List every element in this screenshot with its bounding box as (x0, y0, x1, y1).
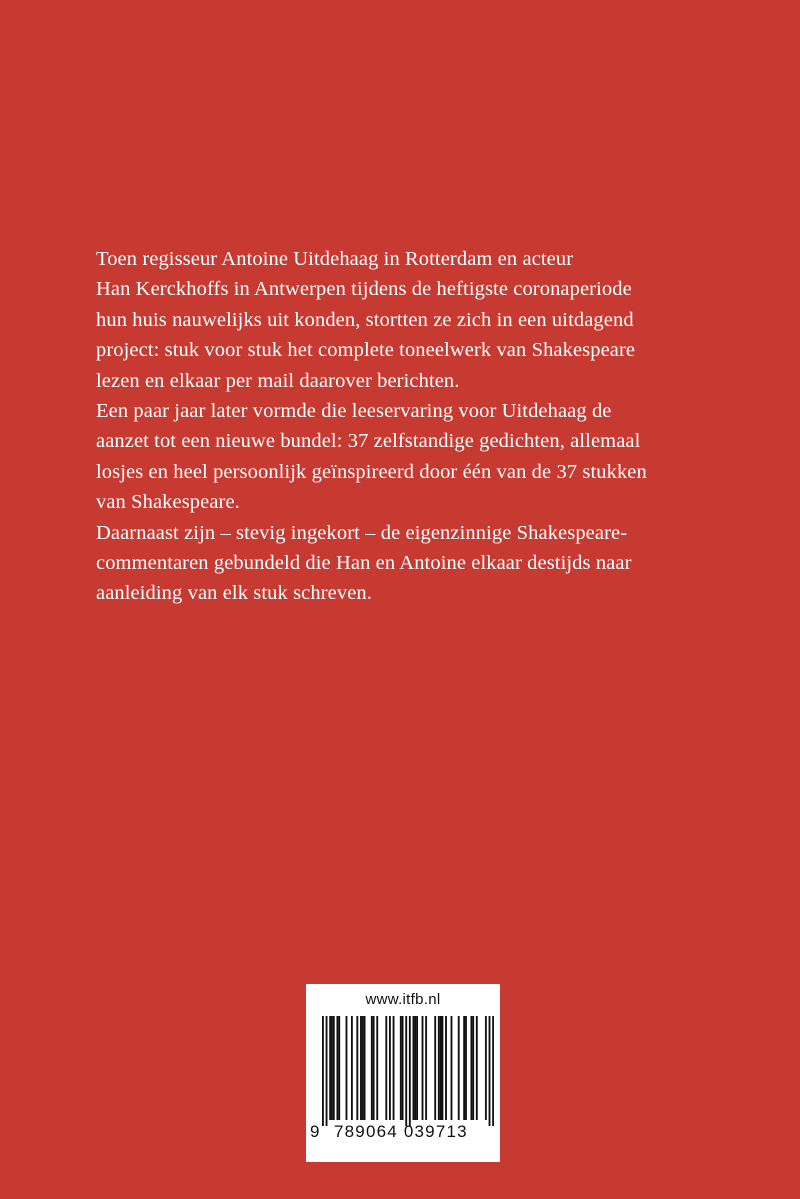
blurb-line: lezen en elkaar per mail daarover berichten. (96, 369, 460, 392)
barcode-bar (485, 1016, 487, 1120)
blurb-line: aanleiding van elk stuk schreven. (96, 582, 372, 605)
barcode-bar (331, 1016, 333, 1120)
barcode-bar (371, 1016, 373, 1120)
barcode-bar (438, 1016, 440, 1120)
blurb-line: losjes en heel persoonlijk geïnspireerd door één van de 37 stukken (96, 460, 647, 483)
barcode-bar (445, 1016, 447, 1120)
barcode-bar (389, 1016, 391, 1120)
blurb-paragraph-2 (96, 396, 736, 518)
isbn-number (306, 1122, 500, 1146)
barcode-bar (458, 1016, 460, 1120)
barcode-bar (441, 1016, 443, 1120)
barcode-bar (414, 1016, 416, 1120)
barcode-bar (329, 1016, 331, 1120)
barcode-bar (364, 1016, 366, 1120)
barcode-bar (413, 1016, 415, 1120)
barcode-bar (338, 1016, 340, 1120)
barcode-bar (362, 1016, 364, 1120)
blurb-line: project: stuk voor stuk het complete toneelwerk van Shakespeare (96, 339, 636, 362)
barcode-bar (322, 1016, 324, 1126)
barcode-bar (402, 1016, 404, 1120)
isbn-barcode-box (306, 984, 500, 1162)
blurb-line: aanzet tot een nieuwe bundel: 37 zelfstandige gedichten, allemaal (96, 430, 641, 453)
barcode-bar (422, 1016, 424, 1120)
blurb-line: commentaren gebundeld die Han en Antoine elkaar destijds naar (96, 552, 632, 575)
barcode-bar (416, 1016, 418, 1120)
barcode-bar (405, 1016, 407, 1126)
barcode-bar (489, 1016, 491, 1126)
blurb-line: Toen regisseur Antoine Uitdehaag in Rotterdam en acteur (96, 248, 574, 270)
barcode-bar (492, 1016, 494, 1126)
blurb-paragraph-1 (96, 244, 736, 396)
barcode-bar (336, 1016, 338, 1120)
barcode-bar (434, 1016, 436, 1120)
barcode-bar (400, 1016, 402, 1120)
isbn-digits: 789064 039713 (334, 1122, 468, 1141)
publisher-website: www.itfb.nl (365, 991, 441, 1008)
back-cover-blurb (96, 244, 736, 609)
barcode-bar (451, 1016, 453, 1120)
blurb-line: Een paar jaar later vormde die leeservaring voor Uitdehaag de (96, 400, 612, 423)
barcode-bar (393, 1016, 395, 1120)
barcode-bar (373, 1016, 375, 1120)
barcode-bar (346, 1016, 348, 1120)
blurb-line: Han Kerckhoffs in Antwerpen tijdens de heftigste coronaperiode (96, 278, 632, 301)
barcode-bar (440, 1016, 442, 1120)
isbn-leading-digit: 9 (310, 1122, 320, 1141)
barcode-bars (322, 1016, 494, 1126)
blurb-line: Daarnaast zijn – stevig ingekort – de eigenzinnige Shakespeare- (96, 521, 628, 544)
barcode-bar (463, 1016, 465, 1120)
barcode-bar (360, 1016, 362, 1120)
barcode-bar (333, 1016, 335, 1120)
barcode-bar (326, 1016, 328, 1126)
blurb-paragraph-3 (96, 518, 736, 609)
barcode-bar (425, 1016, 427, 1120)
barcode-bar (356, 1016, 358, 1120)
blurb-line: van Shakespeare. (96, 491, 240, 514)
barcode-bar (476, 1016, 478, 1120)
blurb-line: hun huis nauwelijks uit konden, stortten ze zich in een uitdagend (96, 308, 634, 331)
barcode-bar (385, 1016, 387, 1120)
barcode-bar (465, 1016, 467, 1120)
barcode-bar (472, 1016, 474, 1120)
barcode-bar (376, 1016, 378, 1120)
barcode-bar (351, 1016, 353, 1120)
barcode-bar (470, 1016, 472, 1120)
barcode-bar (409, 1016, 411, 1126)
